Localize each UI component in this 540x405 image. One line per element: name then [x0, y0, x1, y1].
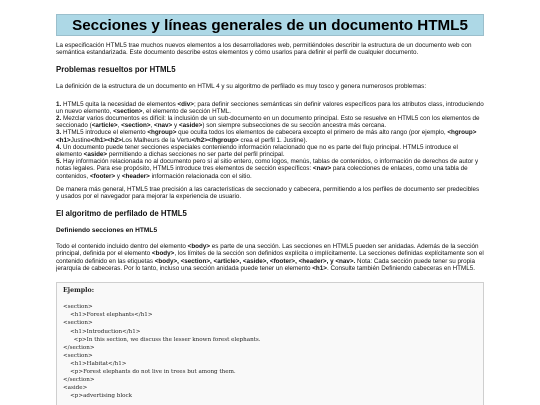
text-run: y [172, 122, 179, 130]
element-tag: </h1><h2> [90, 136, 122, 144]
problem-list [56, 101, 484, 180]
text-run: , [117, 122, 122, 130]
code-line: <h1>Habitat</h1> [63, 360, 127, 367]
text-run: Hay información relacionada no al documento pero sí al sitio entero, como logos, menús, tablas de contenidos, o información de derechos de autor y notas legales. Para ese propósito, HTML5 introduce tres elementos de sección específicos: [56, 158, 479, 173]
element-tag: <nav> [154, 122, 173, 130]
text-run: HTML5 quita la necesidad de elementos [61, 100, 178, 108]
problem-number: 4. [56, 143, 62, 151]
text-run: Nota: Cada sección puede tener su propia jerarquía de cabeceras. Por lo tanto, incluso una sección anidada puede tener un elemento [56, 257, 476, 272]
problem-item [56, 101, 484, 115]
element-tag: <nav> [312, 165, 332, 173]
example-code [63, 303, 477, 400]
element-tag: <section> [121, 122, 151, 130]
element-tag: <h1> [312, 264, 327, 272]
text-run: , los límites de la sección son definidos explícita o implícitamente. La secciones definidas explícitamente son el contenido definido en las etiquetas [56, 250, 484, 265]
text-run: y [115, 172, 122, 180]
problem-item [56, 115, 484, 129]
example-label: Ejemplo: [63, 287, 95, 295]
problem-number: 5. [56, 158, 62, 166]
text-run: Los Malheurs de la Vertu [121, 136, 192, 144]
text-run: es parte de una sección. Las secciones en HTML5 pueden ser anidadas. Además de la sección principal, definida por el elemento [56, 243, 479, 258]
text-run: , [150, 122, 155, 130]
title-banner [56, 14, 484, 36]
algorithm-heading: El algoritmo de perfilado de HTML5 [56, 209, 187, 219]
problem-number: 2. [56, 115, 62, 123]
summary-paragraph: De manera más general, HTML5 trae precisión a las características de seccionado y cabecera, permitiendo a los perfiles de documento ser predecibles y usados por el navegador para mejorar la experiencia de usuario. [56, 185, 480, 201]
text-run: ; para definir secciones semánticas sin definir valores específicos para los atributos class, introduciendo un nuevo elemento, [56, 100, 484, 115]
text-run: que oculta todos los elementos de cabecera excepto el primero de más alto rango (por ejemplo, [176, 129, 448, 137]
element-tag: <aside> [178, 122, 203, 130]
element-tag: </h2></hgroup> [191, 136, 239, 144]
text-run: información relacionada con el sitio. [149, 172, 252, 180]
code-line: <section> [63, 304, 93, 311]
code-example [56, 282, 484, 405]
code-line: <section> [63, 352, 93, 359]
defining-sections-heading: Definiendo secciones en HTML5 [56, 227, 158, 235]
element-tag: <header> [121, 172, 150, 180]
code-line: </section> [63, 377, 95, 384]
problem-item [56, 144, 484, 158]
problem-number: 3. [56, 129, 62, 137]
text-run: , el elemento de sección HTML. [142, 107, 232, 115]
element-tag: <article> [91, 122, 118, 130]
element-tag: <body> [151, 250, 175, 258]
code-line: </section> [63, 344, 95, 351]
problem-item [56, 129, 484, 143]
text-run: Mezclar varios documentos es difícil: la inclusión de un sub-documento en un documento principal. Esto se resuelve en HTML5 con los elementos de seccionado ( [56, 115, 480, 130]
text-run: ) son siempre subsecciones de su sección ancestra más cercana. [202, 122, 387, 130]
code-line: <p>Forest elephants do not live in trees but among them. [63, 369, 236, 376]
text-run: Todo el contenido incluido dentro del elemento [56, 243, 188, 251]
element-tag: <hgroup> [147, 129, 177, 137]
page-title: Secciones y líneas generales de un documento HTML5 [72, 16, 468, 34]
code-line: <p>In this section, we discuss the lesser known forest elephants. [63, 336, 261, 343]
problem-number: 1. [56, 100, 62, 108]
code-line: <section> [63, 320, 93, 327]
text-run: Un documento puede tener secciones especiales conteniendo información relacionado que no es parte del flujo principal. HTML5 introduce el elemento [56, 143, 458, 159]
code-line: <aside> [63, 385, 88, 392]
element-tag: <footer> [89, 172, 116, 180]
element-tag: <aside> [83, 151, 108, 159]
problems-heading: Problemas resueltos por HTML5 [56, 65, 176, 75]
problem-item [56, 158, 484, 180]
code-line: <p>advertising block [63, 393, 133, 400]
element-tag: <section> [113, 107, 143, 115]
code-line: <h1>Forest elephants</h1> [63, 312, 153, 319]
document-page [56, 14, 484, 405]
text-run: permitiendo a dichas secciones no ser parte del perfil principal. [107, 151, 285, 159]
element-tag: <hgroup><h1> [56, 129, 477, 144]
element-tag: <body> [187, 243, 211, 251]
text-run: . Consulte también Definiendo cabeceras en HTML5. [326, 264, 476, 272]
code-line: <h1>Introduction</h1> [63, 328, 141, 335]
intro-paragraph: La especificación HTML5 trae muchos nuevos elementos a los desarrolladores web, permitiéndoles describir la estructura de un documento web con semántica estandarizada. Este documento describe estos elementos y cómo usarlos para definir el perfil de cualquier documento. [56, 42, 472, 57]
text-run: Justine [70, 136, 91, 144]
element-tag: <body>, <section>, <article>, <aside>, <footer>, <header>, y <nav>. [154, 257, 356, 265]
defining-sections-paragraph [56, 243, 484, 272]
text-run: HTML5 introduce el elemento [61, 129, 148, 137]
text-run: crea el perfil 1. Justine). [238, 136, 308, 144]
element-tag: <div> [177, 100, 194, 108]
text-run: para colecciones de enlaces, como una tabla de contenidos, [56, 165, 468, 180]
problems-intro: La definición de la estructura de un documento en HTML 4 y su algoritmo de perfilado es muy tosco y genera numerosos problemas: [56, 83, 427, 91]
